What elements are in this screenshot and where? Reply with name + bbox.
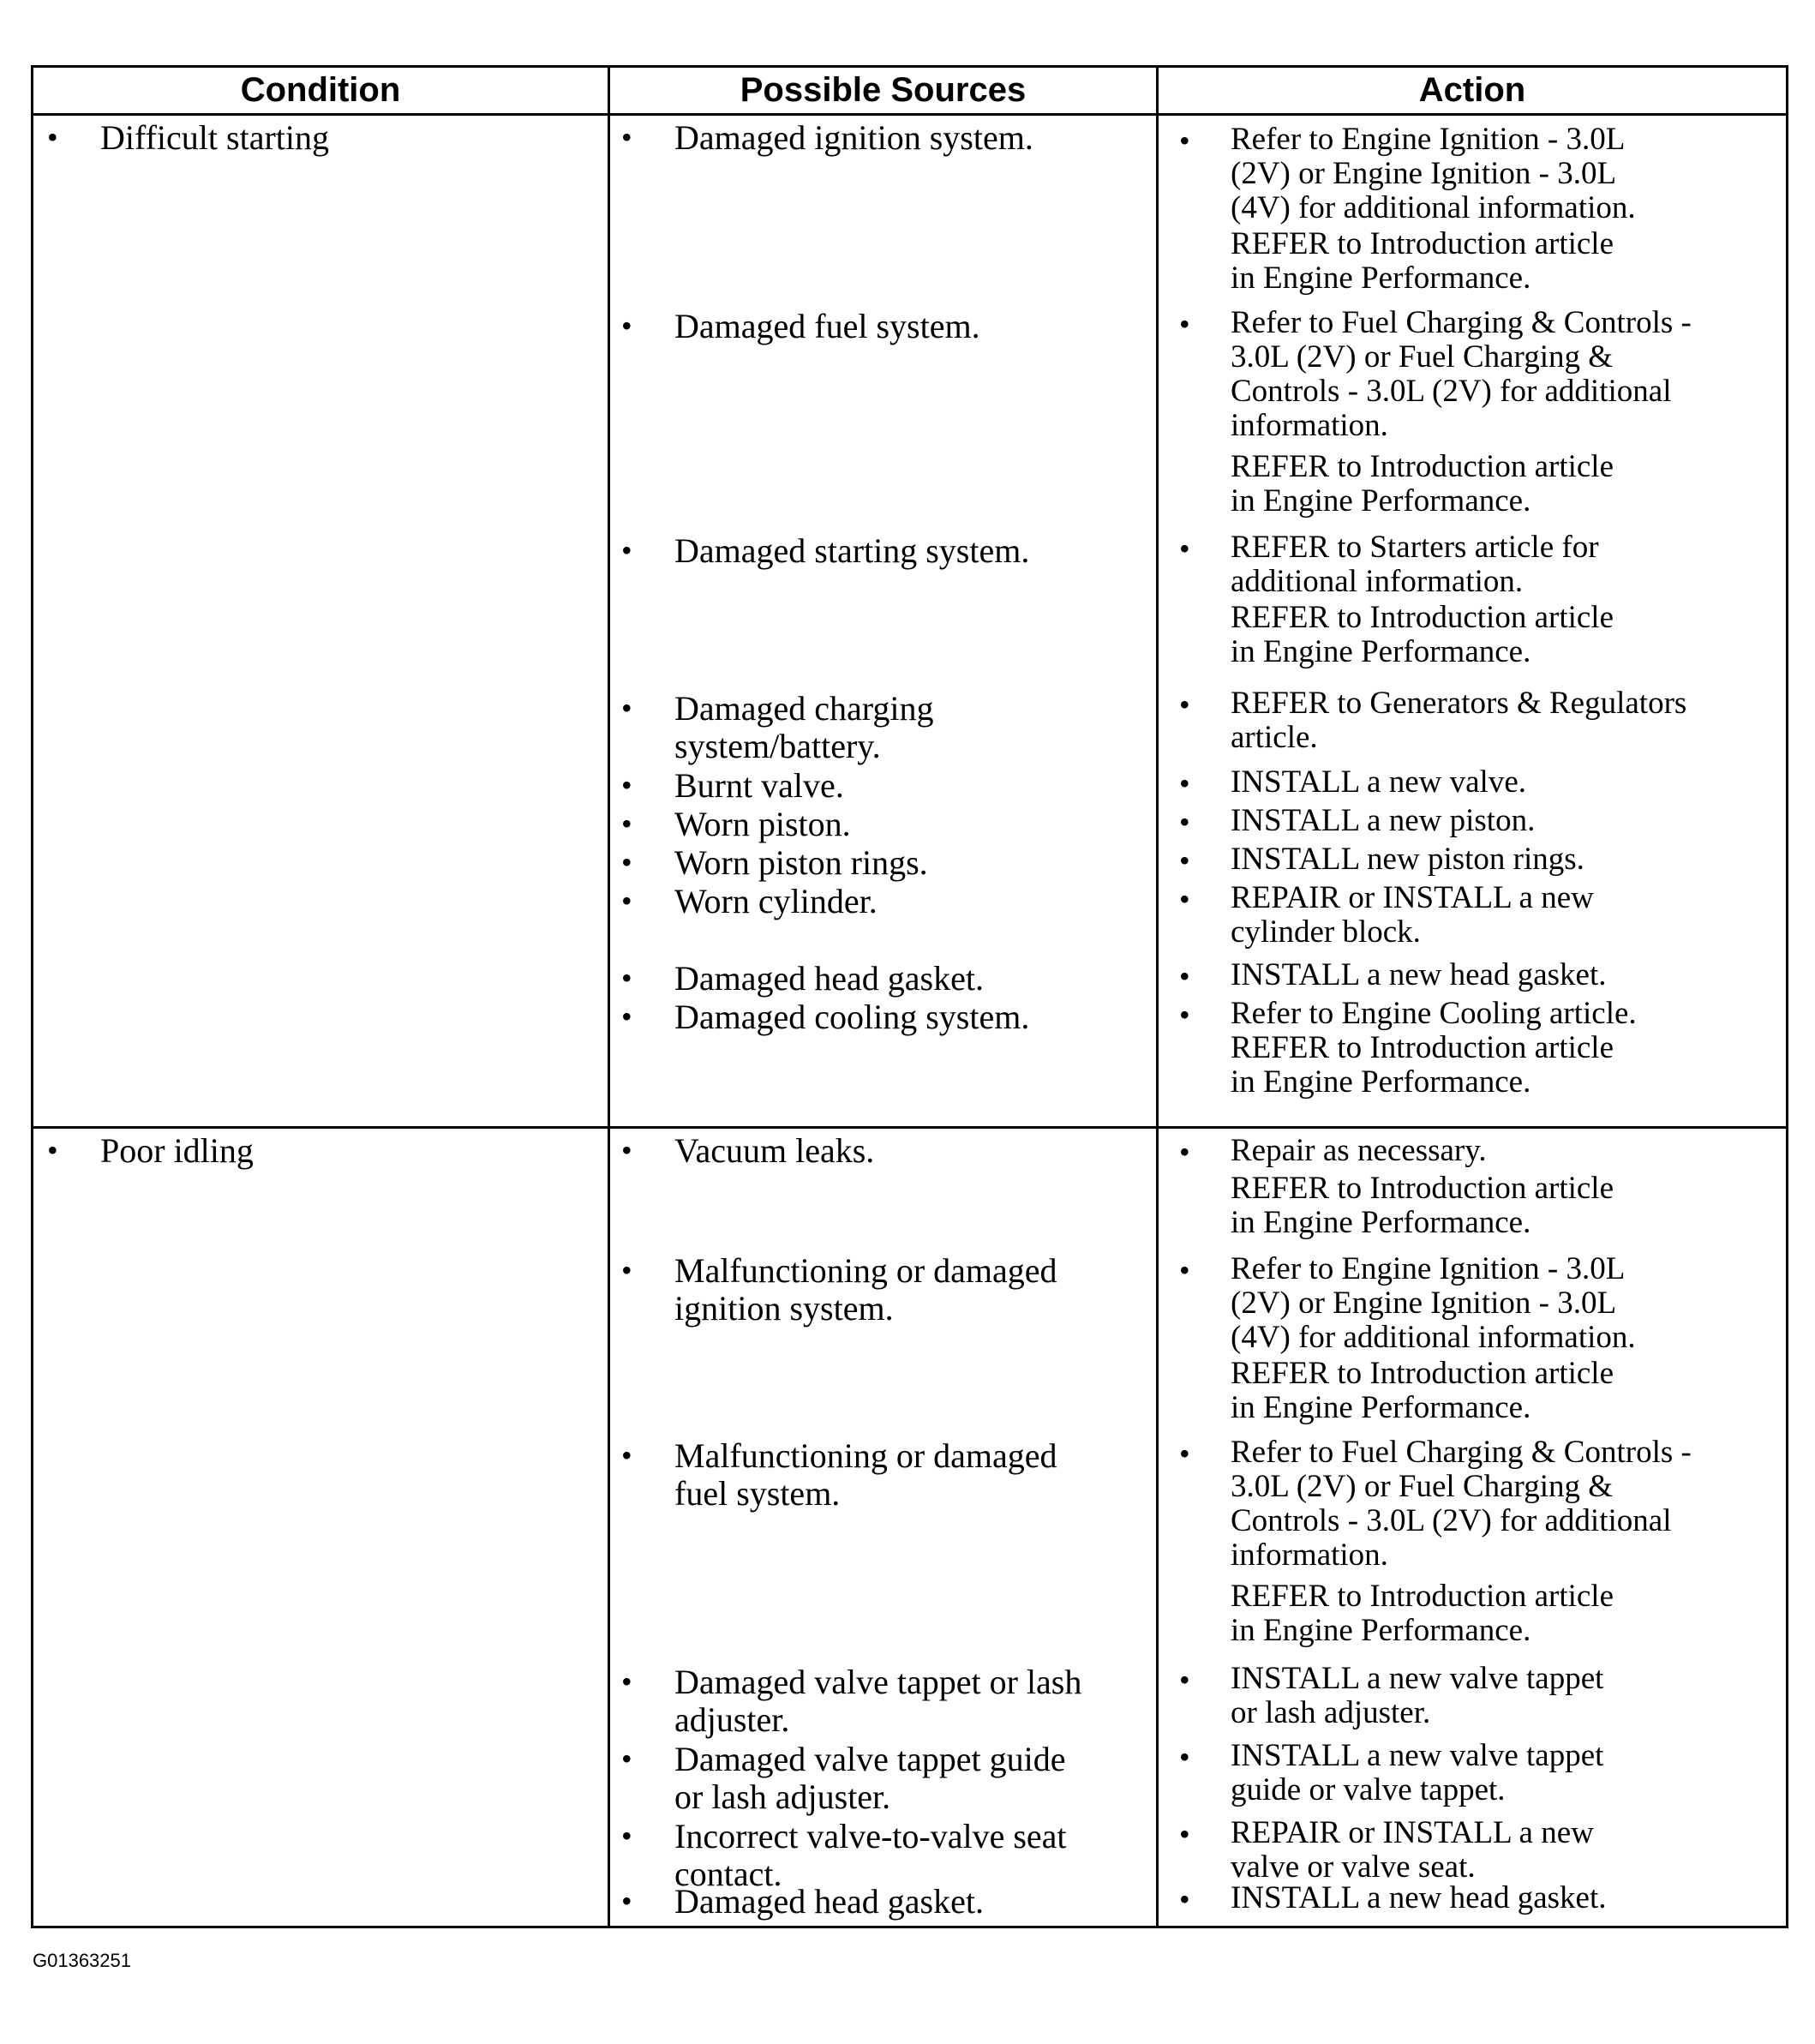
bullet-icon: • xyxy=(621,999,632,1034)
bullet-icon: • xyxy=(1179,805,1190,839)
bullet-icon: • xyxy=(621,1741,632,1776)
bullet-icon: • xyxy=(1179,959,1190,993)
header-action: Action xyxy=(1418,71,1526,109)
bullet-icon: • xyxy=(621,1819,632,1853)
bullet-icon: • xyxy=(621,533,632,567)
bullet-icon: • xyxy=(621,961,632,995)
table-header xyxy=(33,68,1786,116)
bullet-icon: • xyxy=(1179,998,1190,1032)
figure-id: G01363251 xyxy=(33,1950,131,1971)
bullet-icon: • xyxy=(621,1133,632,1167)
bullet-icon: • xyxy=(621,309,632,343)
note-text: REFER to Introduction article in Engine Performance. xyxy=(1231,1171,1614,1240)
bullet-icon: • xyxy=(621,768,632,802)
bullet-icon: • xyxy=(621,691,632,725)
bullet-icon: • xyxy=(621,1884,632,1918)
bullet-icon: • xyxy=(1179,1740,1190,1774)
note-text: REFER to Introduction article in Engine Performance. xyxy=(1231,449,1614,518)
bullet-icon: • xyxy=(47,120,58,154)
bullet-icon: • xyxy=(621,845,632,879)
bullet-icon: • xyxy=(1179,843,1190,878)
table-row: • Difficult starting • Damaged ignition system. • Damaged fuel system. • Damaged starting system. • Damaged charging system/battery. • Burnt valve. • Worn piston. • Worn piston rings. • Worn cylinder. • Damaged head gasket. • Damaged cooling system. • Refer to Engine Ignition - 3.0L (2V) or Engine Ignition - 3.0L (4V) for additional information. REFER to Introduction article in Engine Performance. • Refer to Fuel Charging & Controls - 3.0L (2V) or Fuel Charging & Controls - 3.0L (2V) for additional information. REFER to Introduction article in Engine Performance. • REFER to Starters article for additional information. REFER to Introduction article in Engine Performance. • REFER to Generators & Regulators article. • INSTALL a new valve. • INSTALL a new piston. • INSTALL new piston rings. • REPAIR or INSTALL a new cylinder block. • INSTALL a new head gasket. • Refer to Engine Cooling article. REFER to Introduction article in Engine Performance. xyxy=(33,116,1786,1126)
bullet-icon: • xyxy=(621,120,632,154)
note-text: REFER to Introduction article in Engine Performance. xyxy=(1231,226,1614,296)
note-text: REFER to Introduction article in Engine Performance. xyxy=(1231,1356,1614,1425)
bullet-icon: • xyxy=(47,1133,58,1167)
bullet-icon: • xyxy=(1179,1135,1190,1169)
bullet-icon: • xyxy=(1179,1436,1190,1471)
bullet-icon: • xyxy=(1179,531,1190,566)
bullet-icon: • xyxy=(621,1664,632,1699)
bullet-icon: • xyxy=(1179,766,1190,800)
bullet-icon: • xyxy=(1179,1882,1190,1916)
header-possible-sources: Possible Sources xyxy=(740,71,1027,109)
note-text: REFER to Introduction article in Engine Performance. xyxy=(1231,1030,1614,1100)
note-text: REFER to Introduction article in Engine Performance. xyxy=(1231,1579,1614,1648)
table-row: • Poor idling • Vacuum leaks. • Malfunctioning or damaged ignition system. • Malfunctioning or damaged fuel system. • Damaged valve tappet or lash adjuster. • Damaged valve tappet guide or lash adjuster. • Incorrect valve-to-valve seat contact. • Damaged head gasket. • Repair as necessary. REFER to Introduction article in Engine Performance. • Refer to Engine Ignition - 3.0L (2V) or Engine Ignition - 3.0L (4V) for additional information. REFER to Introduction article in Engine Performance. • Refer to Fuel Charging & Controls - 3.0L (2V) or Fuel Charging & Controls - 3.0L (2V) for additional information. REFER to Introduction article in Engine Performance. • INSTALL a new valve tappet or lash adjuster. • INSTALL a new valve tappet guide or valve tappet. • REPAIR or INSTALL a new valve or valve seat. • INSTALL a new head gasket. xyxy=(33,1129,1786,1926)
bullet-icon: • xyxy=(1179,1817,1190,1851)
bullet-icon: • xyxy=(621,1438,632,1472)
bullet-icon: • xyxy=(621,884,632,918)
note-text: REFER to Introduction article in Engine Performance. xyxy=(1231,600,1614,669)
bullet-icon: • xyxy=(1179,123,1190,158)
bullet-icon: • xyxy=(621,806,632,841)
header-condition: Condition xyxy=(240,71,401,109)
bullet-icon: • xyxy=(1179,1253,1190,1287)
bullet-icon: • xyxy=(621,1253,632,1287)
bullet-icon: • xyxy=(1179,687,1190,722)
bullet-icon: • xyxy=(1179,307,1190,341)
diagnosis-table xyxy=(31,65,1788,1928)
bullet-icon: • xyxy=(1179,1663,1190,1697)
bullet-icon: • xyxy=(1179,882,1190,916)
